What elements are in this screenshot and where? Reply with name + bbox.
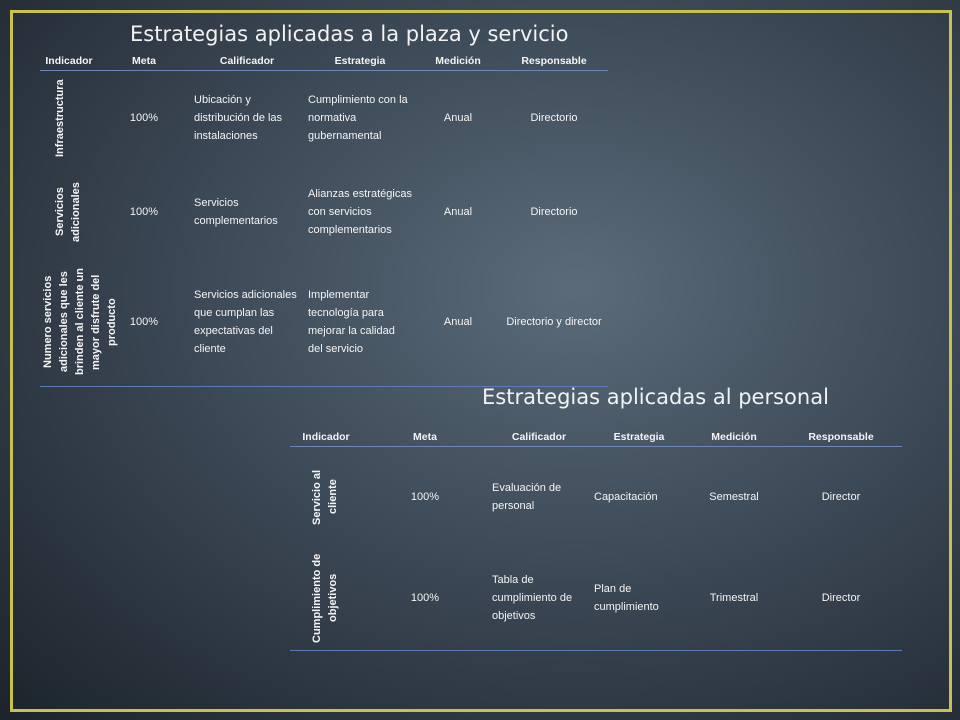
header-estrategia: Estrategia xyxy=(590,428,688,447)
medicion-cell: Anual xyxy=(443,111,473,124)
calificador-cell: Servicios complementarios xyxy=(194,196,278,227)
meta-cell: 100% xyxy=(410,490,440,503)
header-calificador: Calificador xyxy=(488,428,590,447)
table-row xyxy=(290,447,902,547)
table-row xyxy=(40,165,608,259)
indicador-label: Servicios adicionales xyxy=(54,181,82,242)
calificador-cell: Evaluación de personal xyxy=(492,481,562,512)
section2-title: Estrategias aplicadas al personal xyxy=(482,385,829,409)
indicador-cell xyxy=(290,547,362,651)
estrategia-cell: Alianzas estratégicas con servicios complementarios xyxy=(308,187,412,236)
header-indicador: Indicador xyxy=(290,428,362,447)
estrategia-cell: Cumplimiento con la normativa gubernamental xyxy=(308,93,408,142)
responsable-cell: Directorio xyxy=(530,205,578,218)
responsable-cell: Director xyxy=(821,490,861,503)
table-row xyxy=(40,259,608,387)
medicion-cell: Semestral xyxy=(709,490,759,503)
header-responsable: Responsable xyxy=(500,52,608,71)
plaza-servicio-table xyxy=(40,52,608,387)
indicador-cell xyxy=(40,259,118,387)
header-indicador: Indicador xyxy=(40,52,98,71)
indicador-label: Servicio al cliente xyxy=(311,469,339,525)
indicador-cell xyxy=(40,165,98,259)
table-row xyxy=(40,71,608,165)
header-estrategia: Estrategia xyxy=(304,52,416,71)
estrategia-cell: Plan de cumplimiento xyxy=(590,547,688,651)
indicador-label: Infraestructura xyxy=(54,78,66,157)
meta-cell: 100% xyxy=(129,205,159,218)
medicion-cell: Anual xyxy=(416,259,500,387)
header-medicion: Medición xyxy=(416,52,500,71)
meta-cell: 100% xyxy=(129,111,159,124)
responsable-cell: Directorio y director xyxy=(500,259,608,387)
header-responsable: Responsable xyxy=(780,428,902,447)
table-header-row xyxy=(290,428,902,447)
responsable-cell: Directorio xyxy=(530,111,578,124)
indicador-cell xyxy=(290,447,362,547)
estrategia-cell: Implementar tecnología para mejorar la calidad del servicio xyxy=(304,259,416,387)
personal-table xyxy=(290,428,902,651)
indicador-cell xyxy=(40,71,98,165)
medicion-cell: Anual xyxy=(443,205,473,218)
header-calificador: Calificador xyxy=(190,52,304,71)
responsable-cell: Director xyxy=(780,547,902,651)
header-medicion: Medición xyxy=(688,428,780,447)
meta-cell: 100% xyxy=(98,259,190,387)
calificador-cell: Servicios adicionales que cumplan las expectativas del cliente xyxy=(190,259,304,387)
calificador-cell: Tabla de cumplimiento de objetivos xyxy=(488,547,590,651)
section1-title: Estrategias aplicadas a la plaza y servicio xyxy=(130,22,569,46)
indicador-label: Cumplimiento de objetivos xyxy=(311,553,339,643)
calificador-cell: Ubicación y distribución de las instalaciones xyxy=(194,93,283,142)
table-header-row xyxy=(40,52,608,71)
medicion-cell: Trimestral xyxy=(688,547,780,651)
indicador-label: Numero servicios adicionales que les brinden al cliente un mayor disfrute del producto xyxy=(42,268,118,376)
table-row xyxy=(290,547,902,651)
header-meta: Meta xyxy=(362,428,488,447)
header-meta: Meta xyxy=(98,52,190,71)
estrategia-cell: Capacitación xyxy=(594,490,658,503)
meta-cell: 100% xyxy=(362,547,488,651)
